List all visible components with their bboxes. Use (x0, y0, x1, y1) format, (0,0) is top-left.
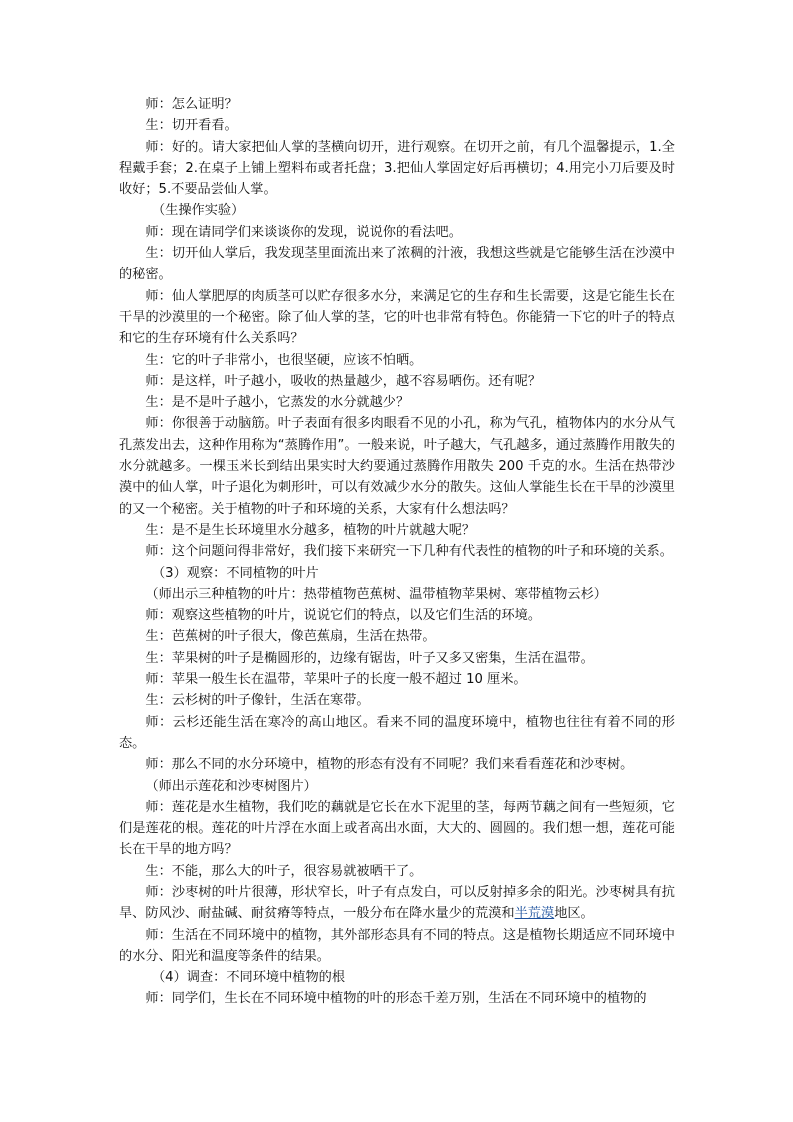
paragraph-text: 地区。 (554, 906, 594, 922)
paragraph-text: 师：沙枣树的叶片很薄，形状窄长，叶子有点发白，可以反射掉多余的阳光。沙枣树具有抗旱、防风沙、耐盐碱、耐贫瘠等特点，一般分布在降水量少的荒漠和 (119, 884, 675, 922)
paragraph: 师：观察这些植物的叶片，说说它们的特点，以及它们生活的环境。 (145, 608, 542, 624)
paragraph: 师：云杉还能生活在寒冷的高山地区。看来不同的温度环境中，植物也往往有着不同的形态。 (119, 714, 675, 751)
paragraph: 师：是这样，叶子越小，吸收的热量越少，越不容易晒伤。还有呢？ (145, 373, 542, 389)
paragraph: 生：芭蕉树的叶子很大，像芭蕉扇，生活在热带。 (145, 629, 436, 645)
paragraph: 生：不能，那么大的叶子，很容易就被晒干了。 (145, 863, 423, 879)
paragraph: 生：是不是生长环境里水分越多，植物的叶片就越大呢？ (145, 522, 476, 538)
paragraph: 师：生活在不同环境中的植物，其外部形态具有不同的特点。这是植物长期适应不同环境中的水分、阳光和温度等条件的结果。 (119, 927, 675, 964)
paragraph: （生操作实验） (152, 203, 245, 219)
paragraph: （师出示三种植物的叶片：热带植物芭蕉树、温带植物苹果树、寒带植物云杉） (145, 586, 607, 602)
paragraph: 师：现在请同学们来谈谈你的发现，说说你的看法吧。 (145, 224, 462, 240)
document-body (119, 94, 675, 1010)
paragraph: 生：它的叶子非常小，也很坚硬，应该不怕晒。 (145, 352, 423, 368)
paragraph: 师：莲花是水生植物，我们吃的藕就是它长在水下泥里的茎，每两节藕之间有一些短须，它们是莲花的根。莲花的叶片浮在水面上或者高出水面，大大的、圆圆的。我们想一想，莲花可能长在干旱的地方吗？ (119, 799, 675, 858)
paragraph: 师：那么不同的水分环境中，植物的形态有没有不同呢？我们来看看莲花和沙枣树。 (145, 757, 634, 773)
section-heading: （3）观察：不同植物的叶片 (152, 565, 319, 581)
paragraph: 生：是不是叶子越小，它蒸发的水分就越少？ (145, 395, 410, 411)
paragraph: 师：怎么证明？ (145, 97, 238, 112)
paragraph: 生：切开仙人掌后，我发现茎里面流出来了浓稠的汁液，我想这些就是它能够生活在沙漠中的秘密。 (119, 246, 675, 283)
paragraph: 师：仙人掌肥厚的肉质茎可以贮存很多水分，来满足它的生存和生长需要，这是它能生长在干旱的沙漠里的一个秘密。除了仙人掌的茎，它的叶也非常有特色。你能猜一下它的叶子的特点和它的生存环境有什么关系吗？ (119, 288, 675, 347)
paragraph: 生：切开看看。 (145, 118, 238, 134)
paragraph: 师：苹果一般生长在温带，苹果叶子的长度一般不超过 10 厘米。 (145, 672, 527, 688)
paragraph: 师：你很善于动脑筋。叶子表面有很多肉眼看不见的小孔，称为气孔，植物体内的水分从气孔蒸发出去，这种作用称为“蒸腾作用”。一般来说，叶子越大，气孔越多，通过蒸腾作用散失的水分就越多。一棵玉米长到结出果实时大约要通过蒸腾作用散失 200 千克的水。生活在热带沙漠中的仙人掌，叶子退化为刺形叶，可以有效减少水分的散失。这仙人掌能生长在干旱的沙漠里的又一个秘密。关于植物的叶子和环境的关系，大家有什么想法吗？ (119, 416, 675, 517)
semi-desert-link[interactable]: 半荒漠 (514, 906, 555, 922)
paragraph: 生：云杉树的叶子像针，生活在寒带。 (145, 693, 370, 709)
paragraph: 生：苹果树的叶子是椭圆形的，边缘有锯齿，叶子又多又密集，生活在温带。 (145, 650, 594, 666)
section-heading: （4）调查：不同环境中植物的根 (152, 970, 346, 986)
paragraph: 师：这个问题问得非常好，我们接下来研究一下几种有代表性的植物的叶子和环境的关系。 (145, 544, 673, 560)
paragraph: 师：同学们，生长在不同环境中植物的叶的形态千差万别，生活在不同环境中的植物的 (145, 991, 647, 1007)
paragraph (119, 882, 675, 925)
paragraph: （师出示莲花和沙枣树图片） (145, 778, 317, 794)
paragraph: 师：好的。请大家把仙人掌的茎横向切开，进行观察。在切开之前，有几个温馨提示，1.全程戴手套；2.在桌子上铺上塑料布或者托盘；3.把仙人掌固定好后再横切；4.用完小刀后要及时收好；5.不要品尝仙人掌。 (119, 139, 675, 198)
